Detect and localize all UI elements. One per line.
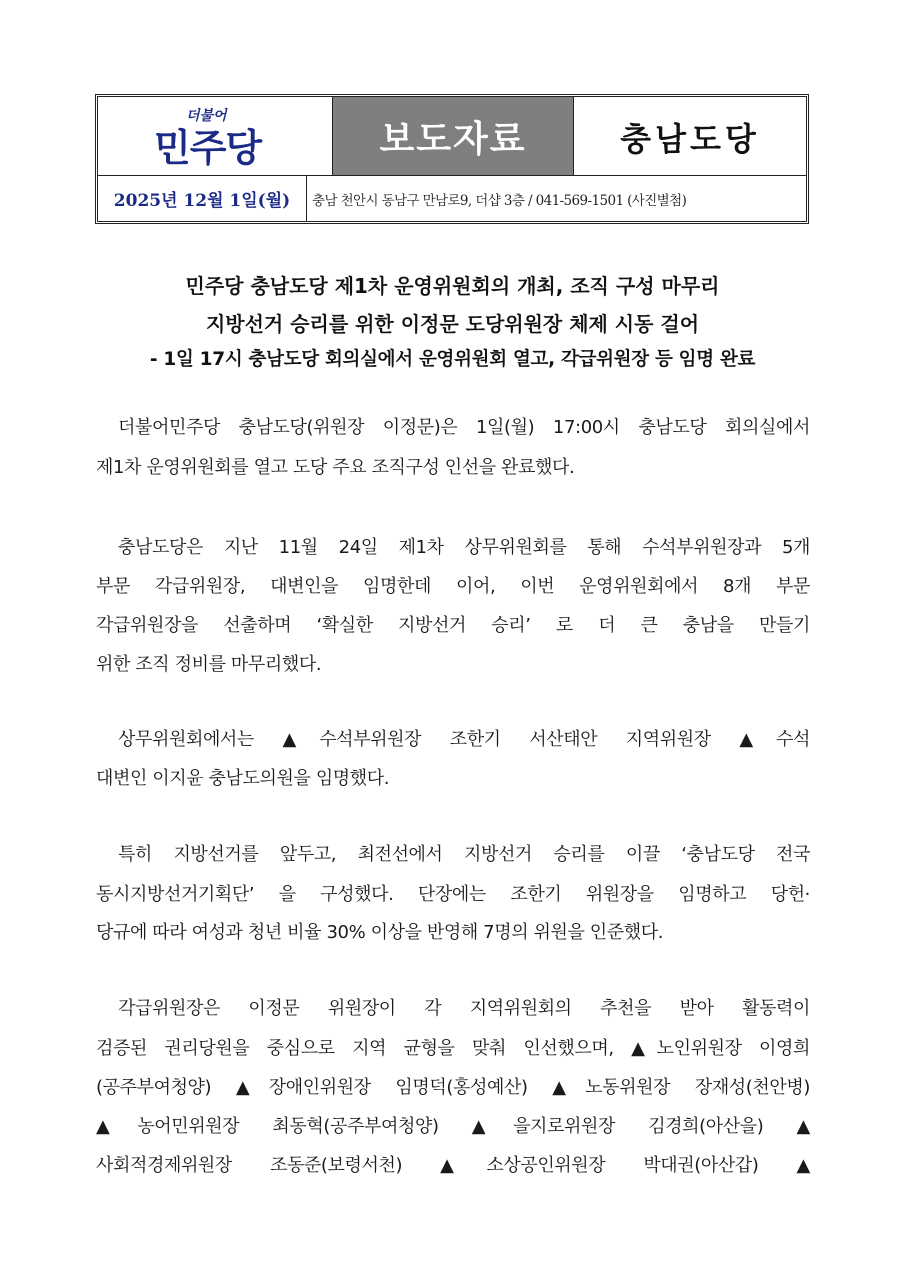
organization-cell <box>574 97 806 175</box>
press-release-title: 보도자료 <box>379 119 527 160</box>
body-line: 동시지방선거기획단’ 을 구성했다. 단장에는 조한기 위원장을 임명하고 당헌· <box>96 884 810 905</box>
address-cell <box>307 176 806 221</box>
headline-main: 민주당 충남도당 제1차 운영위원회의 개최, 조직 구성 마무리 <box>185 274 720 298</box>
body-line: 당규에 따라 여성과 청년 비율 30% 이상을 반영해 7명의 위원을 인준했다. <box>96 922 664 943</box>
body-line: 위한 조직 정비를 마무리했다. <box>96 654 322 675</box>
body-line: 검증된 권리당원을 중심으로 지역 균형을 맞춰 인선했으며, ▲노인위원장 이영희 <box>96 1038 810 1059</box>
header-top-row <box>98 97 806 176</box>
party-logo <box>98 97 333 175</box>
body-line: 대변인 이지윤 충남도의원을 임명했다. <box>96 768 390 789</box>
header-bottom-row <box>98 176 806 221</box>
body-line: 사회적경제위원장 조동준(보령서천) ▲소상공인위원장 박대권(아산갑) ▲ <box>96 1155 810 1176</box>
body-line: 상무위원회에서는 ▲수석부위원장 조한기 서산태안 지역위원장 ▲수석 <box>118 729 810 750</box>
body-line: 제1차 운영위원회를 열고 도당 주요 조직구성 인선을 완료했다. <box>96 457 575 478</box>
body-line: 부문 각급위원장, 대변인을 임명한데 이어, 이번 운영위원회에서 8개 부문 <box>96 576 810 597</box>
logo-main-text: 민주당 <box>154 126 262 170</box>
press-release-title-cell <box>333 97 574 175</box>
date-cell <box>98 176 307 221</box>
body-line: 각급위원장을 선출하며 ‘확실한 지방선거 승리’ 로 더 큰 충남을 만들기 <box>96 615 810 636</box>
release-date: 2025년 12월 1일(월) <box>113 191 291 211</box>
body-line: 더불어민주당 충남도당(위원장 이정문)은 1일(월) 17:00시 충남도당 회의실에서 <box>118 417 810 438</box>
logo-small-text: 더불어 <box>186 108 227 124</box>
contact-address: 충남 천안시 동남구 만남로9, 더샵 3층 / 041-569-1501 (사진별첨) <box>312 193 687 209</box>
headline-summary: - 1일 17시 충남도당 회의실에서 운영위원회 열고, 각급위원장 등 임명 완료 <box>149 349 756 370</box>
body-line: ▲농어민위원장 최동혁(공주부여청양) ▲을지로위원장 김경희(아산을) ▲ <box>96 1116 810 1137</box>
organization-name: 충남도당 <box>620 120 760 158</box>
press-release-header <box>95 94 809 224</box>
body-line: 충남도당은 지난 11월 24일 제1차 상무위원회를 통해 수석부위원장과 5개 <box>118 537 810 558</box>
headline-sub: 지방선거 승리를 위한 이정문 도당위원장 체제 시동 걸어 <box>205 312 700 336</box>
body-line: 각급위원장은 이정문 위원장이 각 지역위원회의 추천을 받아 활동력이 <box>118 998 810 1019</box>
body-line: (공주부여청양) ▲장애인위원장 임명덕(홍성예산) ▲노동위원장 장재성(천안병) <box>96 1077 810 1098</box>
body-line: 특히 지방선거를 앞두고, 최전선에서 지방선거 승리를 이끌 ‘충남도당 전국 <box>118 844 810 865</box>
